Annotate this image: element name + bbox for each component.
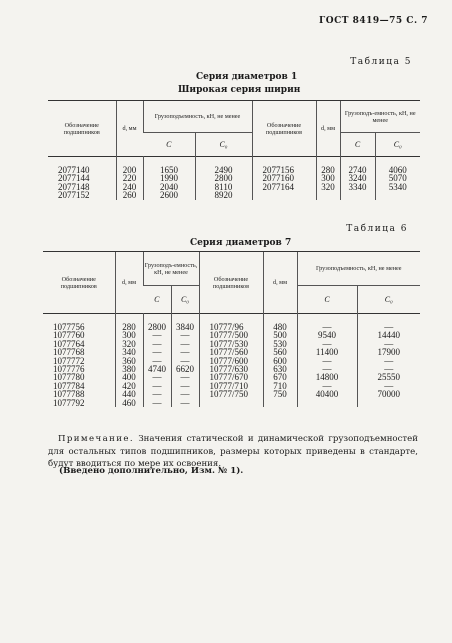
table5-col-d: d, мм	[116, 101, 143, 157]
cell-designation: 1077776	[53, 364, 85, 375]
cell-c0: 70000	[357, 390, 420, 398]
cell-d: 750	[263, 390, 297, 398]
cell-c0: —	[357, 365, 420, 373]
cell-c0: —	[171, 340, 199, 348]
cell-designation: 1077784	[53, 380, 85, 391]
cell-c0: —	[171, 382, 199, 390]
cell-d: 500	[263, 331, 297, 339]
cell-d: 530	[263, 340, 297, 348]
cell-d: 380	[115, 365, 143, 373]
table6-col-d-2: d, мм	[263, 252, 297, 314]
cell-c0: 17900	[357, 348, 420, 356]
cell-c: 14800	[297, 373, 357, 381]
table5-col-designation: Обозначение подшипников	[48, 101, 116, 157]
cell-c0: —	[171, 390, 199, 398]
table5-col-designation-2: Обозначение подшипников	[252, 101, 316, 157]
cell-designation: 1077780	[53, 372, 85, 383]
cell-designation: 2077156	[252, 157, 316, 175]
cell-d: 360	[115, 357, 143, 365]
table6-series: Серия диаметров 7	[190, 238, 292, 248]
cell-d: 320	[316, 183, 340, 191]
cell-c0: —	[171, 399, 199, 407]
cell-d: 340	[115, 348, 143, 356]
table-row	[48, 183, 420, 191]
cell-c: 1990	[143, 174, 195, 182]
cell-designation: 1077792	[53, 397, 85, 408]
table6-col-d: d, мм	[115, 252, 143, 314]
table5-col-c-2: C	[340, 133, 375, 157]
cell-c: —	[297, 340, 357, 348]
cell-designation: 2077148	[58, 181, 90, 192]
page-header: ГОСТ 8419—75 С. 7	[319, 16, 428, 26]
table5-col-capacity-2: Грузоподъ-емность, кН, не менее	[340, 101, 420, 133]
table-row	[43, 390, 420, 398]
cell-c: 11400	[297, 348, 357, 356]
cell-c0: 4060	[375, 157, 420, 175]
cell-c: —	[143, 399, 171, 407]
cell-d: 480	[263, 314, 297, 332]
table6-col-capacity-2: Грузоподъемность, кН, не менее	[297, 252, 420, 286]
table5	[48, 100, 420, 200]
cell-d: 400	[115, 373, 143, 381]
cell-designation	[199, 399, 263, 407]
cell-designation: 10777/670	[199, 373, 263, 381]
cell-d: 280	[115, 314, 143, 332]
cell-c0: 6620	[171, 365, 199, 373]
cell-c0: 14440	[357, 331, 420, 339]
table5-col-d-2: d, мм	[316, 101, 340, 157]
cell-c	[340, 191, 375, 199]
cell-designation: 10777/500	[199, 331, 263, 339]
cell-designation: 2077164	[252, 183, 316, 191]
note-text: Значения статической и динамической грузоподъемностей для остальных типов подшипников, размеры которых приведены в стандарте, будут вводиться по мере их освоения.	[48, 434, 418, 469]
cell-c: 40400	[297, 390, 357, 398]
cell-designation: 2077144	[58, 173, 90, 184]
cell-d: 300	[115, 331, 143, 339]
cell-designation: 2077140	[58, 165, 90, 175]
cell-c: —	[143, 373, 171, 381]
cell-c: —	[143, 331, 171, 339]
cell-c	[297, 399, 357, 407]
cell-d	[263, 399, 297, 407]
cell-c: —	[297, 365, 357, 373]
table6-col-designation: Обозначение подшипников	[43, 252, 115, 314]
table-row	[48, 157, 420, 175]
cell-c0: —	[357, 340, 420, 348]
cell-designation: 1077772	[53, 355, 85, 366]
cell-d: 320	[115, 340, 143, 348]
cell-d: 710	[263, 382, 297, 390]
table6-col-c-2: C	[297, 286, 357, 314]
cell-designation: 1077764	[53, 338, 85, 349]
table6-col-c0-2: C₀	[357, 286, 420, 314]
cell-c0: 2490	[195, 157, 252, 175]
cell-designation: 1077760	[53, 330, 85, 341]
cell-d: 300	[316, 174, 340, 182]
table6-col-c0: C₀	[171, 286, 199, 314]
cell-c: 3240	[340, 174, 375, 182]
cell-d: 260	[116, 191, 143, 199]
cell-c: 4740	[143, 365, 171, 373]
table-row	[43, 314, 420, 332]
table5-col-capacity: Грузоподъемность, кН, не менее	[143, 101, 252, 133]
cell-c: —	[143, 382, 171, 390]
cell-d: 600	[263, 357, 297, 365]
cell-c0	[357, 399, 420, 407]
cell-d	[316, 191, 340, 199]
cell-c: —	[297, 382, 357, 390]
cell-designation: 2077152	[58, 190, 90, 201]
cell-c0: —	[357, 314, 420, 332]
cell-c: —	[297, 357, 357, 365]
table5-col-c: C	[143, 133, 195, 157]
cell-c: 2800	[143, 314, 171, 332]
note	[48, 433, 418, 471]
cell-designation: 1077768	[53, 347, 85, 358]
cell-d: 560	[263, 348, 297, 356]
cell-c0: —	[357, 357, 420, 365]
cell-c0: 5070	[375, 174, 420, 182]
note-label: Примечание.	[58, 434, 134, 444]
cell-c: —	[143, 390, 171, 398]
table6	[43, 251, 420, 407]
cell-d: 220	[116, 174, 143, 182]
table5-series: Серия диаметров 1	[196, 72, 298, 82]
cell-designation: 1077756	[53, 322, 85, 332]
cell-d: 420	[115, 382, 143, 390]
cell-c0: —	[171, 331, 199, 339]
cell-d: 240	[116, 183, 143, 191]
cell-c: —	[143, 340, 171, 348]
cell-d: 460	[115, 399, 143, 407]
cell-designation: 2077160	[252, 174, 316, 182]
cell-designation: 10777/630	[199, 365, 263, 373]
table-row	[43, 399, 420, 407]
cell-c0: 8920	[195, 191, 252, 199]
cell-c0: —	[171, 373, 199, 381]
cell-c: 3340	[340, 183, 375, 191]
cell-c: 9540	[297, 331, 357, 339]
table5-col-c0-2: C₀	[375, 133, 420, 157]
cell-designation: 10777/560	[199, 348, 263, 356]
cell-d: 630	[263, 365, 297, 373]
cell-c0: 3840	[171, 314, 199, 332]
cell-d: 200	[116, 157, 143, 175]
table-row	[48, 191, 420, 199]
cell-c0: 2800	[195, 174, 252, 182]
table6-col-c: C	[143, 286, 171, 314]
cell-designation: 1077788	[53, 389, 85, 400]
cell-c0: 5340	[375, 183, 420, 191]
cell-c0: —	[171, 348, 199, 356]
table6-col-designation-2: Обозначение подшипников	[199, 252, 263, 314]
cell-c: —	[143, 348, 171, 356]
cell-c0: 25550	[357, 373, 420, 381]
amendment-note: (Введено дополнительно, Изм. № 1).	[59, 466, 244, 476]
cell-c: 1650	[143, 157, 195, 175]
cell-c0	[375, 191, 420, 199]
cell-d: 670	[263, 373, 297, 381]
cell-designation	[252, 191, 316, 199]
table5-subtitle: Широкая серия ширин	[178, 85, 301, 95]
table5-col-c0: C₀	[195, 133, 252, 157]
cell-c0: —	[171, 357, 199, 365]
cell-designation: 10777/750	[199, 390, 263, 398]
cell-designation: 10777/530	[199, 340, 263, 348]
cell-d: 440	[115, 390, 143, 398]
table5-number: Таблица 5	[350, 57, 412, 67]
table6-number: Таблица 6	[346, 224, 408, 234]
cell-c0: —	[357, 382, 420, 390]
cell-designation: 10777/710	[199, 382, 263, 390]
cell-c: —	[143, 357, 171, 365]
cell-c0: 8110	[195, 183, 252, 191]
cell-c: 2040	[143, 183, 195, 191]
cell-c: 2600	[143, 191, 195, 199]
cell-designation: 10777/600	[199, 357, 263, 365]
cell-c: 2740	[340, 157, 375, 175]
cell-c: —	[297, 314, 357, 332]
table6-col-capacity: Грузоподъ-емность, кН, не менее	[143, 252, 199, 286]
cell-d: 280	[316, 157, 340, 175]
cell-designation: 10777/96	[199, 314, 263, 332]
